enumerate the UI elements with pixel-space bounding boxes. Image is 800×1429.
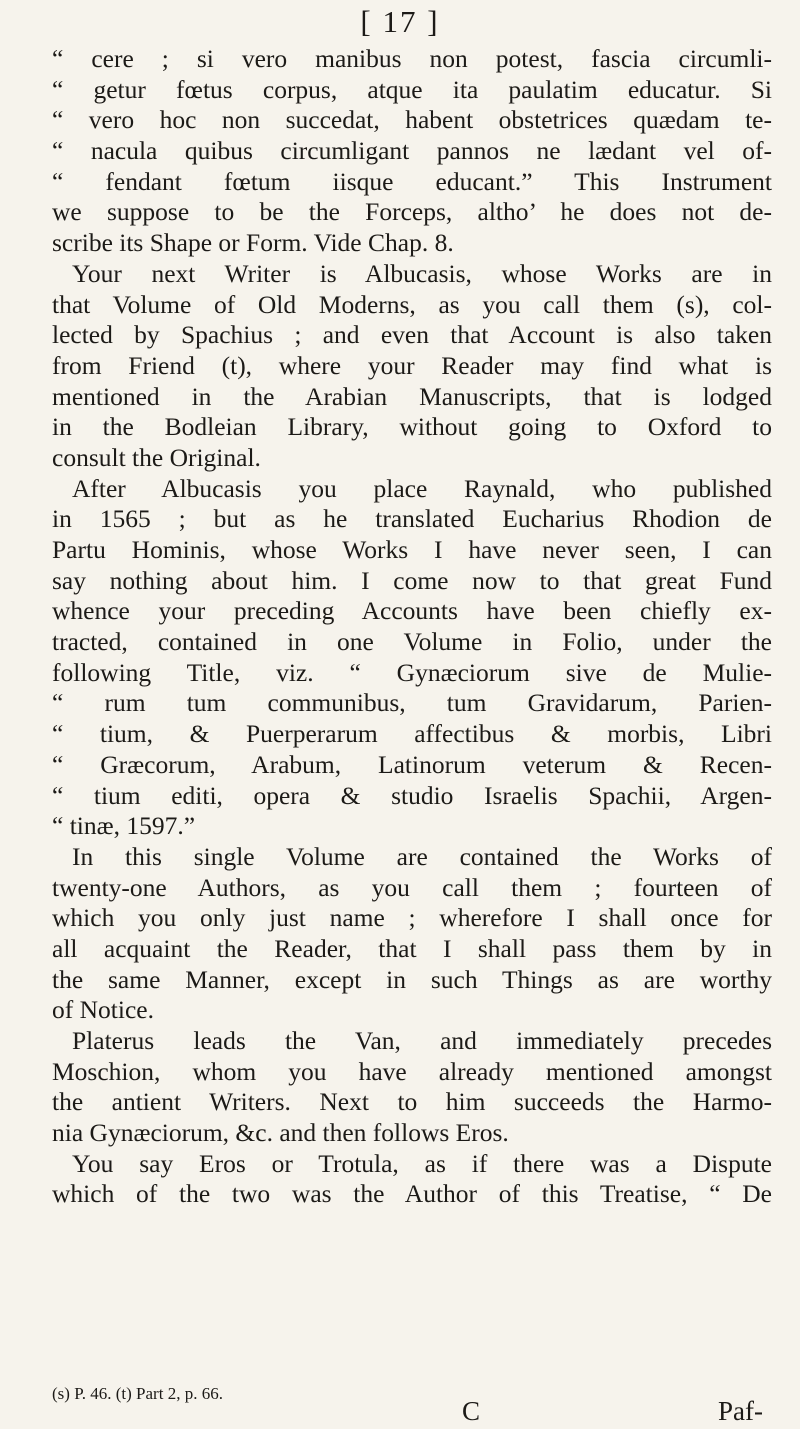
text-line: mentioned in the Arabian Manuscripts, that is lodged <box>52 381 772 411</box>
text-line: which you only just name ; wherefore I shall once for <box>52 903 772 933</box>
text-line: in the Bodleian Library, without going to Oxford to <box>52 412 772 442</box>
text-line: “ nacula quibus circumligant pannos ne lædant vel of- <box>52 136 772 166</box>
text-line: of Notice. <box>52 995 154 1025</box>
catchword: Paf- <box>718 1396 763 1426</box>
text-line: lected by Spachius ; and even that Account is also taken <box>52 320 772 350</box>
text-line: After Albucasis you place Raynald, who published <box>72 473 772 503</box>
text-line: in 1565 ; but as he translated Eucharius Rhodion de <box>52 504 772 534</box>
page-number: [ 17 ] <box>360 4 440 39</box>
text-line: the same Manner, except in such Things as are worthy <box>52 964 772 994</box>
text-line: following Title, viz. “ Gynæciorum sive de Mulie- <box>52 657 772 687</box>
text-line: “ cere ; si vero manibus non potest, fascia circumli- <box>52 44 772 73</box>
text-line: all acquaint the Reader, that I shall pass them by in <box>52 933 772 963</box>
text-line: Partu Hominis, whose Works I have never seen, I can <box>52 535 772 564</box>
text-line: “ Græcorum, Arabum, Latinorum veterum & Recen- <box>52 749 772 779</box>
text-line: that Volume of Old Moderns, as you call them (s), col- <box>52 289 772 319</box>
text-line: In this single Volume are contained the Works of <box>72 841 772 871</box>
text-line: twenty-one Authors, as you call them ; fourteen of <box>52 872 772 902</box>
text-line: “ vero hoc non succedat, habent obstetrices quædam te- <box>52 105 772 135</box>
text-line: “ rum tum communibus, tum Gravidarum, Parien- <box>52 688 772 718</box>
footnotes: (s) P. 46. (t) Part 2, p. 66. <box>52 1384 223 1403</box>
text-line: which of the two was the Author of this Treatise, “ De <box>52 1179 772 1209</box>
text-line: “ fendant fœtum iisque educant.” This Instrument <box>52 166 772 196</box>
text-line: tracted, contained in one Volume in Folio, under the <box>52 627 772 657</box>
text-line: the antient Writers. Next to him succeeds the Harmo- <box>52 1087 772 1117</box>
text-line: consult the Original. <box>52 442 261 472</box>
text-line: Platerus leads the Van, and immediately precedes <box>72 1026 772 1055</box>
text-line: we suppose to be the Forceps, altho’ he does not de- <box>52 197 772 227</box>
text-line: “ tium, & Puerperarum affectibus & morbis, Libri <box>52 719 772 749</box>
text-line: whence your preceding Accounts have been chiefly ex- <box>52 596 772 626</box>
text-line: scribe its Shape or Form. Vide Chap. 8. <box>52 228 454 258</box>
text-line: “ tium editi, opera & studio Israelis Spachii, Argen- <box>52 780 772 810</box>
text-line: Moschion, whom you have already mentioned amongst <box>52 1056 772 1086</box>
signature-mark: C <box>462 1396 481 1426</box>
text-line: nia Gynæciorum, &c. and then follows Eros. <box>52 1118 509 1148</box>
text-line: from Friend (t), where your Reader may find what is <box>52 350 772 380</box>
text-line: “ tinæ, 1597.” <box>52 811 196 841</box>
text-line: “ getur fœtus corpus, atque ita paulatim educatur. Si <box>52 74 772 104</box>
text-line: say nothing about him. I come now to that great Fund <box>52 565 772 595</box>
text-line: Your next Writer is Albucasis, whose Works are in <box>72 258 772 288</box>
body-text <box>52 44 772 1210</box>
text-line: You say Eros or Trotula, as if there was a Dispute <box>72 1148 772 1178</box>
